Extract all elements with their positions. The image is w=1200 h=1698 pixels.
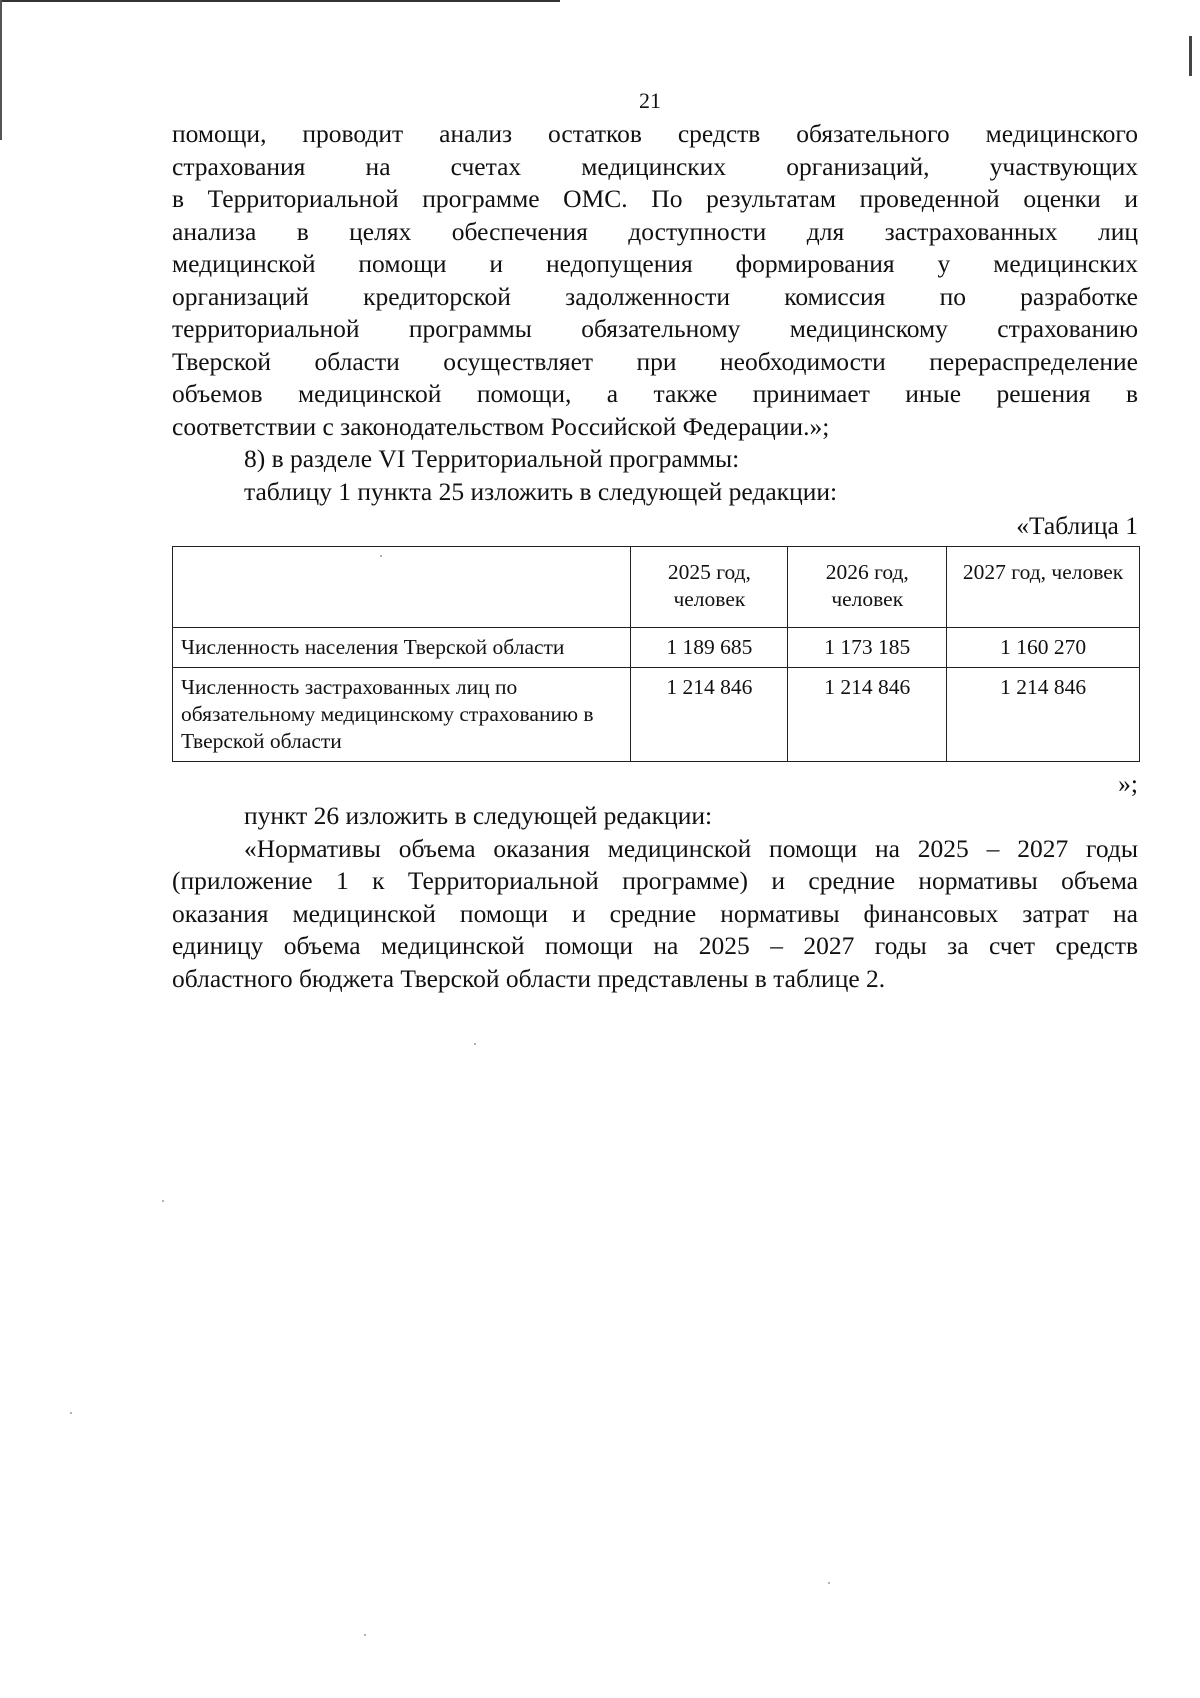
text-line: (приложение 1 к Территориальной программе) и средние нормативы объема — [172, 866, 1138, 895]
text-line: в Территориальной программе ОМС. По результатам проведенной оценки и — [172, 184, 1138, 213]
table-cell: 1 189 685 — [631, 627, 788, 667]
text-line: «Нормативы объема оказания медицинской помощи на 2025 – 2027 годы — [244, 833, 1138, 863]
scan-speck — [70, 1412, 72, 1414]
table-cell: 1 173 185 — [788, 627, 947, 667]
scan-edge-right — [1189, 36, 1192, 76]
table-cell: 1 160 270 — [947, 627, 1140, 667]
population-table — [172, 546, 1140, 762]
text-line: анализа в целях обеспечения доступности для застрахованных лиц — [172, 216, 1138, 246]
table-header-2025: 2025 год, человек — [631, 546, 788, 627]
paragraph-normatives — [172, 833, 1138, 996]
table-row — [173, 627, 1140, 667]
text-line: соответствии с законодательством Российской Федерации.»; — [172, 411, 830, 441]
scan-speck — [162, 1200, 164, 1202]
table-row-label: Численность застрахованных лиц по обязательному медицинскому страхованию в Тверской области — [173, 667, 631, 761]
table-closing-quote: »; — [1118, 768, 1138, 798]
text-line: Тверской области осуществляет при необходимости перераспределение — [172, 346, 1138, 376]
table-header-empty — [173, 546, 631, 627]
table-cell: 1 214 846 — [631, 667, 788, 761]
table-caption: «Таблица 1 — [1016, 511, 1138, 540]
table-header-2027: 2027 год, человек — [947, 546, 1140, 627]
table-header-row — [173, 546, 1140, 627]
text-line: страхования на счетах медицинских организаций, участвующих — [172, 151, 1138, 181]
scan-speck — [380, 555, 382, 557]
table-row — [173, 667, 1140, 761]
scan-edge-left — [0, 0, 2, 140]
text-line: единицу объема медицинской помощи на 2025 – 2027 годы за счет средств — [172, 931, 1138, 960]
text-line: организаций кредиторской задолженности комиссия по разработке — [172, 281, 1138, 311]
table-header-2026: 2026 год, человек — [788, 546, 947, 627]
scan-speck — [474, 1043, 476, 1045]
table-cell: 1 214 846 — [947, 667, 1140, 761]
document-body — [172, 118, 1138, 995]
scan-speck — [364, 1634, 366, 1636]
page-number: 21 — [639, 88, 661, 113]
table-intro: таблицу 1 пункта 25 изложить в следующей редакции: — [244, 476, 838, 506]
scan-speck — [828, 1582, 830, 1584]
text-line: оказания медицинской помощи и средние нормативы финансовых затрат на — [172, 898, 1138, 928]
table-cell: 1 214 846 — [788, 667, 947, 761]
table-row-label: Численность населения Тверской области — [173, 627, 631, 667]
text-line: объемов медицинской помощи, а также принимает иные решения в — [172, 379, 1138, 408]
scan-edge-top — [0, 0, 560, 2]
text-line: областного бюджета Тверской области представлены в таблице 2. — [172, 963, 886, 993]
text-line: территориальной программы обязательному медицинскому страхованию — [172, 314, 1138, 343]
point-26-intro: пункт 26 изложить в следующей редакции: — [244, 801, 713, 830]
text-line: помощи, проводит анализ остатков средств обязательного медицинского — [172, 119, 1138, 148]
text-line: медицинской помощи и недопущения формирования у медицинских — [172, 249, 1138, 278]
item-8: 8) в разделе VI Территориальной программы: — [244, 444, 740, 473]
paragraph-omc-analysis — [172, 118, 1138, 443]
